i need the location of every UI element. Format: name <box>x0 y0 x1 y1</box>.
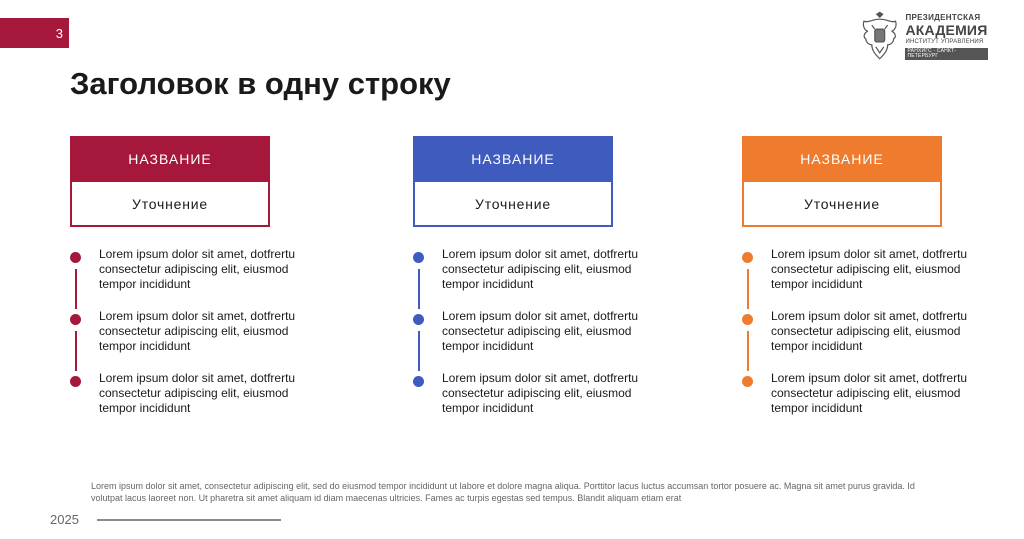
bullet-text: Lorem ipsum dolor sit amet, dotfrertu consectetur adipiscing elit, eiusmod tempor incididunt <box>442 371 639 415</box>
bullet-timeline <box>70 247 370 433</box>
bullet-timeline <box>413 247 713 433</box>
bullet-item <box>742 371 1024 433</box>
bullet-dot <box>742 252 753 263</box>
bullet-text: Lorem ipsum dolor sit amet, dotfrertu consectetur adipiscing elit, eiusmod tempor incididunt <box>442 247 639 291</box>
timeline-connector <box>75 331 77 371</box>
bullet-text: Lorem ipsum dolor sit amet, dotfrertu consectetur adipiscing elit, eiusmod tempor incididunt <box>771 371 968 415</box>
bullet-text: Lorem ipsum dolor sit amet, dotfrertu consectetur adipiscing elit, eiusmod tempor incididunt <box>99 371 296 415</box>
bullet-item <box>413 247 713 309</box>
footer-divider <box>97 519 281 521</box>
bullet-item <box>413 309 713 371</box>
bullet-dot <box>70 314 81 325</box>
bullet-item <box>70 247 370 309</box>
column-subheader: Уточнение <box>413 182 613 227</box>
logo-line-4: РАНХИГС · САНКТ-ПЕТЕРБУРГ <box>905 48 988 60</box>
timeline-connector <box>75 269 77 309</box>
timeline-connector <box>747 331 749 371</box>
timeline-connector <box>418 331 420 371</box>
column-subheader: Уточнение <box>70 182 270 227</box>
timeline-connector <box>747 269 749 309</box>
column-header: НАЗВАНИЕ <box>413 136 613 182</box>
bullet-dot <box>413 252 424 263</box>
slide-title: Заголовок в одну строку <box>70 66 451 101</box>
bullet-dot <box>413 314 424 325</box>
bullet-dot <box>742 314 753 325</box>
academy-logo <box>858 8 988 66</box>
logo-line-1: ПРЕЗИДЕНТСКАЯ <box>905 12 981 22</box>
slide-number-badge <box>0 18 69 48</box>
bullet-text: Lorem ipsum dolor sit amet, dotfrertu consectetur adipiscing elit, eiusmod tempor incididunt <box>99 309 296 353</box>
bullet-item <box>70 309 370 371</box>
slide-number: 3 <box>55 25 63 41</box>
bullet-dot <box>70 376 81 387</box>
eagle-emblem-icon <box>858 11 901 63</box>
column-subheader: Уточнение <box>742 182 942 227</box>
column-header: НАЗВАНИЕ <box>742 136 942 182</box>
bullet-text: Lorem ipsum dolor sit amet, dotfrertu consectetur adipiscing elit, eiusmod tempor incididunt <box>771 309 968 353</box>
bullet-text: Lorem ipsum dolor sit amet, dotfrertu consectetur adipiscing elit, eiusmod tempor incididunt <box>99 247 296 291</box>
logo-line-3: ИНСТИТУТ УПРАВЛЕНИЯ <box>905 38 984 45</box>
bullet-item <box>742 247 1024 309</box>
logo-line-2: АКАДЕМИЯ <box>905 21 988 38</box>
bullet-dot <box>742 376 753 387</box>
column-header: НАЗВАНИЕ <box>70 136 270 182</box>
bullet-dot <box>70 252 81 263</box>
bullet-timeline <box>742 247 1024 433</box>
bullet-item <box>413 371 713 433</box>
bullet-text: Lorem ipsum dolor sit amet, dotfrertu consectetur adipiscing elit, eiusmod tempor incididunt <box>442 309 639 353</box>
column-middle <box>413 136 713 433</box>
bullet-item <box>742 309 1024 371</box>
bullet-text: Lorem ipsum dolor sit amet, dotfrertu consectetur adipiscing elit, eiusmod tempor incididunt <box>771 247 968 291</box>
bullet-item <box>70 371 370 433</box>
column-left <box>70 136 370 433</box>
footnote: Lorem ipsum dolor sit amet, consectetur adipiscing elit, sed do eiusmod tempor incididunt ut labore et dolore magna aliqua. Porttitor lacus luctus accumsan tortor posuere ac. Magna sit amet purus gravida. Id volutpat lacus laoreet non. Ut pharetra sit amet aliquam id diam maecenas ultricies. Fames ac turpis egestas sed tempus. Blandit aliquam etiam erat <box>91 481 915 503</box>
year-label: 2025 <box>50 512 79 527</box>
bullet-dot <box>413 376 424 387</box>
column-right <box>742 136 1024 433</box>
timeline-connector <box>418 269 420 309</box>
